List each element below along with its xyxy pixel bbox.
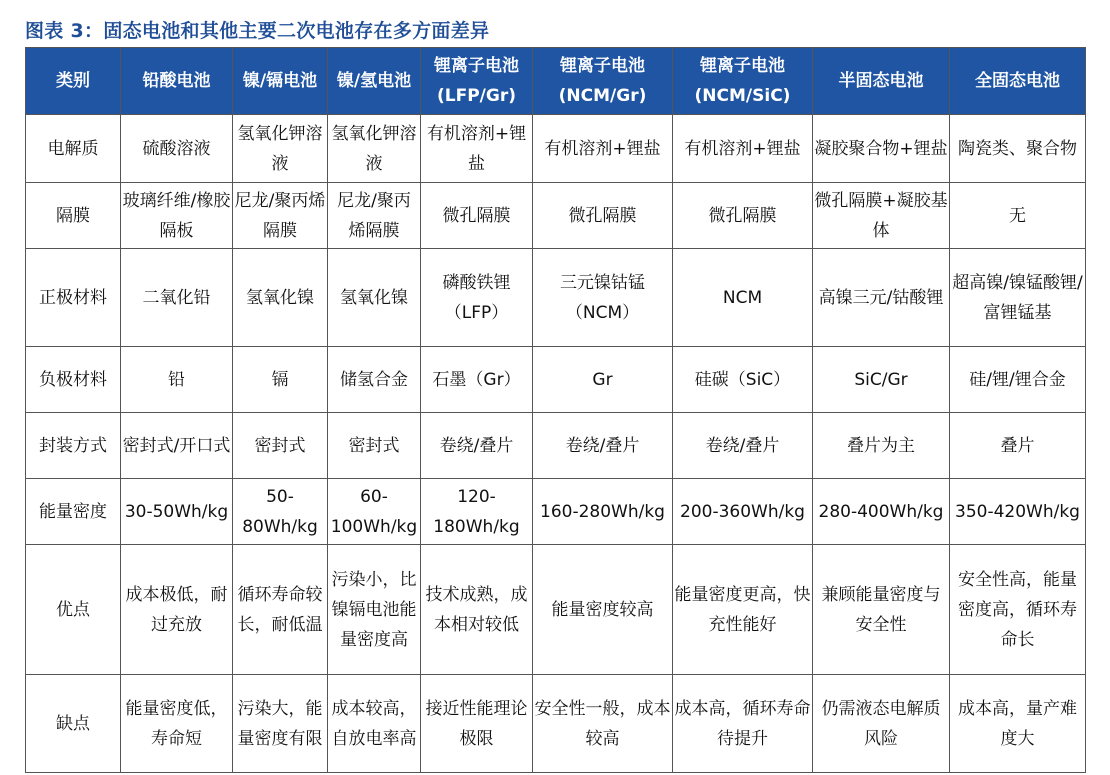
- table-cell: 三元镍钴锰（NCM）: [533, 249, 673, 347]
- table-cell: 能量密度低，寿命短: [121, 675, 233, 773]
- table-cell: 硅/锂/锂合金: [950, 347, 1086, 413]
- table-cell: 成本高，量产难度大: [950, 675, 1086, 773]
- header-cell-li-lfp: 锂离子电池 (LFP/Gr): [421, 48, 533, 115]
- row-label: 电解质: [26, 115, 121, 183]
- table-cell: 微孔隔膜+凝胶基体: [813, 183, 950, 249]
- header-cell-li-ncm-sic: 锂离子电池 (NCM/SiC): [673, 48, 813, 115]
- table-cell: NCM: [673, 249, 813, 347]
- table-cell: 尼龙/聚丙烯隔膜: [328, 183, 421, 249]
- table-cell: 石墨（Gr）: [421, 347, 533, 413]
- table-row: [26, 413, 1086, 479]
- table-cell: 卷绕/叠片: [421, 413, 533, 479]
- table-cell: 60-100Wh/kg: [328, 479, 421, 545]
- figure-title: 图表 3：固态电池和其他主要二次电池存在多方面差异: [25, 20, 490, 42]
- row-label: 隔膜: [26, 183, 121, 249]
- table-cell: 氢氧化钾溶液: [328, 115, 421, 183]
- table-cell: 密封式: [328, 413, 421, 479]
- header-cell-li-ncm-gr: 锂离子电池 (NCM/Gr): [533, 48, 673, 115]
- table-cell: 硅碳（SiC）: [673, 347, 813, 413]
- table-cell: 微孔隔膜: [533, 183, 673, 249]
- header-cell-lead-acid: 铅酸电池: [121, 48, 233, 115]
- table-cell: 尼龙/聚丙烯隔膜: [233, 183, 328, 249]
- table-cell: 卷绕/叠片: [533, 413, 673, 479]
- table-cell: 二氧化铅: [121, 249, 233, 347]
- row-label: 缺点: [26, 675, 121, 773]
- header-cell-all-solid: 全固态电池: [950, 48, 1086, 115]
- table-cell: 有机溶剂+锂盐: [673, 115, 813, 183]
- table-row: [26, 545, 1086, 675]
- header-row: [26, 48, 1086, 115]
- table-cell: 160-280Wh/kg: [533, 479, 673, 545]
- table-cell: 200-360Wh/kg: [673, 479, 813, 545]
- table-cell: 能量密度较高: [533, 545, 673, 675]
- row-label: 封装方式: [26, 413, 121, 479]
- table-cell: 磷酸铁锂（LFP）: [421, 249, 533, 347]
- table-cell: 凝胶聚合物+锂盐: [813, 115, 950, 183]
- table-cell: 铅: [121, 347, 233, 413]
- table-row: [26, 249, 1086, 347]
- table-cell: 污染大，能量密度有限: [233, 675, 328, 773]
- comparison-table: [25, 47, 1086, 773]
- table-cell: 卷绕/叠片: [673, 413, 813, 479]
- table-cell: 玻璃纤维/橡胶隔板: [121, 183, 233, 249]
- table-cell: 安全性高，能量密度高，循环寿命长: [950, 545, 1086, 675]
- table-cell: 成本较高，自放电率高: [328, 675, 421, 773]
- table-cell: 氢氧化钾溶液: [233, 115, 328, 183]
- table-cell: 成本极低，耐过充放: [121, 545, 233, 675]
- table-row: [26, 115, 1086, 183]
- header-cell-nimh: 镍/氢电池: [328, 48, 421, 115]
- table-row: [26, 675, 1086, 773]
- table-cell: 有机溶剂+锂盐: [421, 115, 533, 183]
- table-cell: 硫酸溶液: [121, 115, 233, 183]
- table-cell: 120-180Wh/kg: [421, 479, 533, 545]
- table-cell: 有机溶剂+锂盐: [533, 115, 673, 183]
- header-cell-nicd: 镍/镉电池: [233, 48, 328, 115]
- header-cell-category: 类别: [26, 48, 121, 115]
- table-row: [26, 479, 1086, 545]
- table-cell: 叠片为主: [813, 413, 950, 479]
- header-cell-semi-solid: 半固态电池: [813, 48, 950, 115]
- table-cell: 30-50Wh/kg: [121, 479, 233, 545]
- row-label: 优点: [26, 545, 121, 675]
- table-cell: 镉: [233, 347, 328, 413]
- table-cell: SiC/Gr: [813, 347, 950, 413]
- table-cell: 污染小，比镍镉电池能量密度高: [328, 545, 421, 675]
- table-cell: 技术成熟，成本相对较低: [421, 545, 533, 675]
- table-cell: 微孔隔膜: [421, 183, 533, 249]
- table-cell: 能量密度更高，快充性能好: [673, 545, 813, 675]
- table-cell: 高镍三元/钴酸锂: [813, 249, 950, 347]
- table-cell: 接近性能理论极限: [421, 675, 533, 773]
- table-cell: 350-420Wh/kg: [950, 479, 1086, 545]
- table-cell: 氢氧化镍: [233, 249, 328, 347]
- table-cell: 兼顾能量密度与安全性: [813, 545, 950, 675]
- table-cell: 超高镍/镍锰酸锂/富锂锰基: [950, 249, 1086, 347]
- table-cell: 密封式/开口式: [121, 413, 233, 479]
- table-row: [26, 347, 1086, 413]
- table-cell: 成本高，循环寿命待提升: [673, 675, 813, 773]
- table-cell: 叠片: [950, 413, 1086, 479]
- table-cell: 氢氧化镍: [328, 249, 421, 347]
- table-cell: 安全性一般，成本较高: [533, 675, 673, 773]
- table-cell: 密封式: [233, 413, 328, 479]
- row-label: 正极材料: [26, 249, 121, 347]
- table-cell: 50-80Wh/kg: [233, 479, 328, 545]
- table-row: [26, 183, 1086, 249]
- table-cell: 陶瓷类、聚合物: [950, 115, 1086, 183]
- table-cell: 仍需液态电解质风险: [813, 675, 950, 773]
- table-cell: Gr: [533, 347, 673, 413]
- table-cell: 280-400Wh/kg: [813, 479, 950, 545]
- table-cell: 储氢合金: [328, 347, 421, 413]
- row-label: 能量密度: [26, 479, 121, 545]
- row-label: 负极材料: [26, 347, 121, 413]
- table-cell: 循环寿命较长，耐低温: [233, 545, 328, 675]
- table-cell: 无: [950, 183, 1086, 249]
- table-cell: 微孔隔膜: [673, 183, 813, 249]
